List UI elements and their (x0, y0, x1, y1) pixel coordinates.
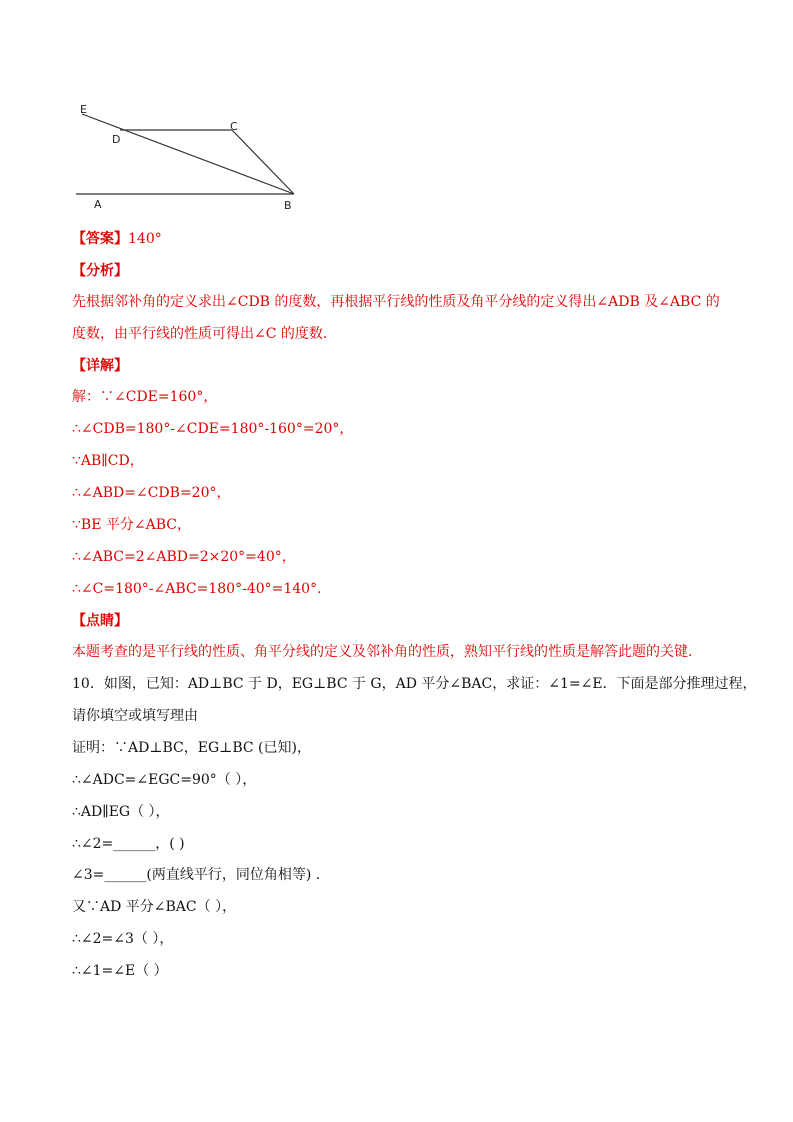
geometry-figure (70, 96, 310, 214)
segment-CB (232, 130, 294, 194)
analysis-text-1: 先根据邻补角的定义求出∠CDB 的度数，再根据平行线的性质及角平分线的定义得出∠ADB 及∠ABC 的 (72, 294, 720, 310)
detail-step: ∴∠ABD=∠CDB=20°， (72, 485, 231, 501)
answer-value: 140° (128, 231, 162, 247)
proof-line: ∠3=______(两直线平行，同位角相等) ． (72, 867, 330, 883)
detail-step: ∴∠CDB=180°-∠CDE=180°-160°=20°， (72, 421, 354, 437)
proof-line: ∴∠1=∠E（ ） (72, 963, 168, 979)
label-A: A (94, 198, 102, 211)
proof-line: ∴AD∥EG（ ）， (72, 804, 170, 820)
detail-step: ∴∠C=180°-∠ABC=180°-40°=140°. (72, 581, 322, 597)
label-D: D (112, 133, 121, 146)
analysis-text-2: 度数，由平行线的性质可得出∠C 的度数． (72, 326, 337, 342)
detail-step: ∵BE 平分∠ABC， (72, 517, 191, 533)
proof-line: ∴∠2=∠3（ ）， (72, 931, 174, 947)
detail-step: ∵AB∥CD， (72, 453, 144, 469)
label-B: B (284, 199, 292, 212)
label-E: E (80, 103, 87, 116)
proof-line: ∴∠ADC=∠EGC=90°（ ）， (72, 772, 257, 788)
analysis-tag: 【分析】 (72, 263, 128, 279)
proof-line: 又∵AD 平分∠BAC（ ）， (72, 899, 237, 915)
comment-tag: 【点睛】 (72, 613, 128, 629)
comment-text: 本题考查的是平行线的性质、角平分线的定义及邻补角的性质，熟知平行线的性质是解答此题的关键． (72, 644, 702, 660)
question-10-line-1: 10．如图，已知：AD⊥BC 于 D，EG⊥BC 于 G，AD 平分∠BAC，求证：∠1=∠E．下面是部分推理过程， (72, 676, 757, 692)
detail-tag: 【详解】 (72, 358, 128, 374)
proof-line: 证明：∵AD⊥BC，EG⊥BC (已知)， (72, 740, 311, 756)
detail-step: 解：∵∠CDE=160°， (72, 389, 218, 405)
segment-EB (82, 114, 294, 194)
answer-tag: 【答案】 (72, 231, 128, 247)
question-10-line-2: 请你填空或填写理由 (72, 708, 198, 724)
answer-line (72, 230, 162, 248)
proof-line: ∴∠2=______，( ) (72, 836, 185, 852)
detail-step: ∴∠ABC=2∠ABD=2×20°=40°， (72, 549, 296, 565)
label-C: C (230, 120, 238, 133)
